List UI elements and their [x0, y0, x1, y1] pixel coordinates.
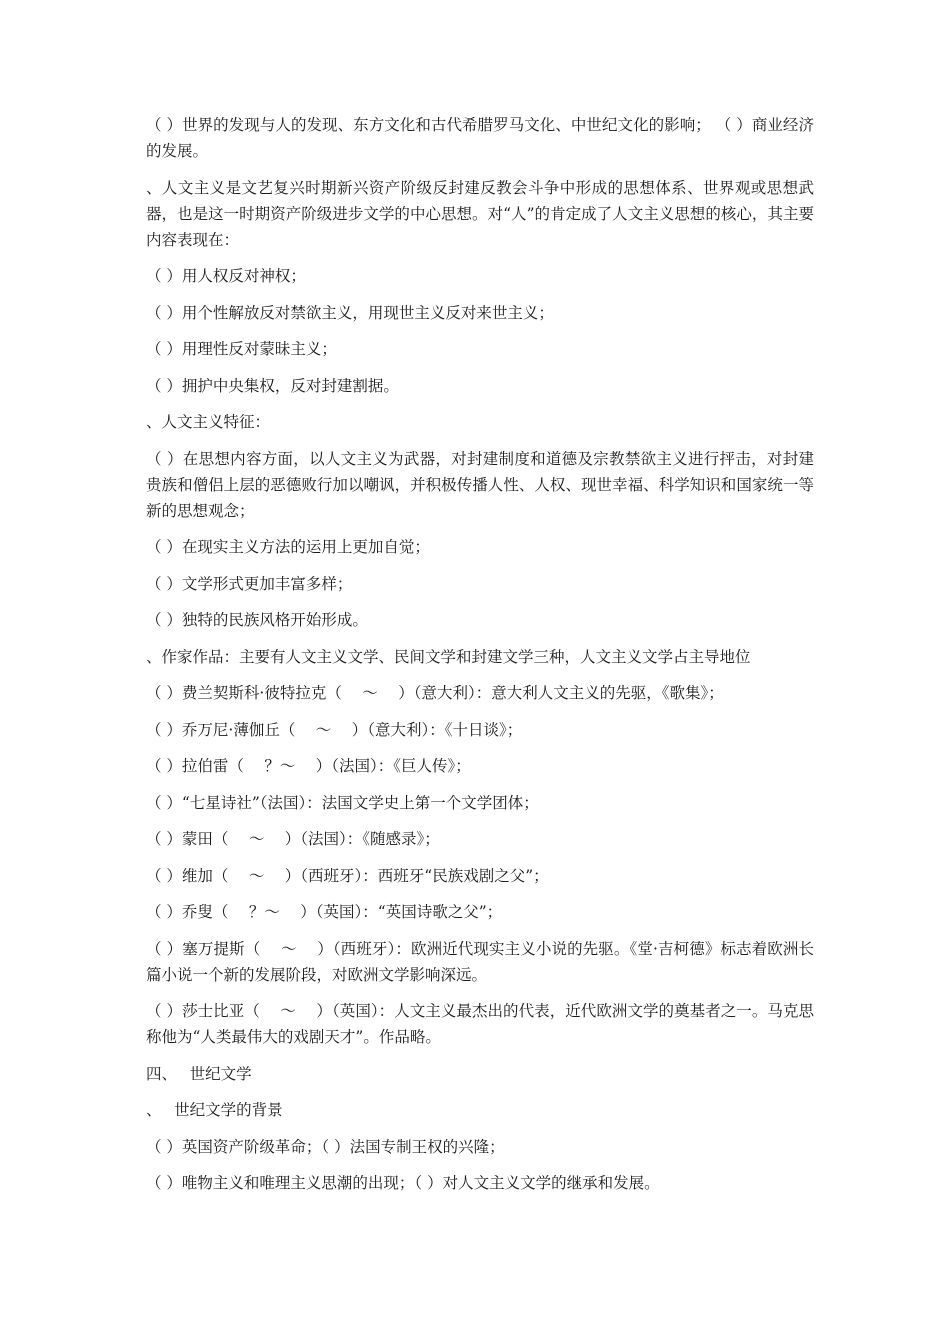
- paragraph-features-heading: 、人文主义特征：: [146, 413, 271, 431]
- paragraph-humanism-point-4: （ ）拥护中央集权，反对封建割据。: [146, 376, 399, 395]
- paragraph-author-montaigne: （ ）蒙田（ ～ ）（法国）：《随感录》；: [146, 830, 440, 848]
- section-heading-four: 四、 世纪文学: [146, 1064, 252, 1083]
- document-body: [146, 112, 814, 1207]
- paragraph-authors-heading: 、作家作品：主要有人文主义文学、民间文学和封建文学三种，人文主义文学占主导地位: [146, 647, 751, 666]
- paragraph-feature-1: （ ）在思想内容方面，以人文主义为武器，对封建制度和道德及宗教禁欲主义进行抨击，对封建贵族和僧侣上层的恶德败行加以嘲讽，并积极传播人性、人权、现世幸福、科学知识和国家统一等新的思想观念；: [146, 449, 814, 520]
- paragraph-author-cervantes: （ ）塞万提斯（ ～ ）（西班牙）：欧洲近代现实主义小说的先驱。《堂·吉柯德》标志着欧洲长篇小说一个新的发展阶段，对欧洲文学影响深远。: [146, 939, 814, 984]
- paragraph-author-vega: （ ）维加（ ～ ）（西班牙）：西班牙“民族戏剧之父”；: [146, 866, 549, 885]
- subsection-heading-background: 、 世纪文学的背景: [146, 1101, 283, 1119]
- paragraph-background-2: （ ）唯物主义和唯理主义思潮的出现；（ ）对人文主义文学的继承和发展。: [146, 1174, 660, 1192]
- paragraph-humanism-definition: 、人文主义是文艺复兴时期新兴资产阶级反封建反教会斗争中形成的思想体系、世界观或思想武器，也是这一时期资产阶级进步文学的中心思想。对“人”的肯定成了人文主义思想的核心，其主要内容表现在：: [146, 178, 814, 249]
- paragraph-feature-4: （ ）独特的民族风格开始形成。: [146, 611, 368, 629]
- paragraph-author-shakespeare: （ ）莎士比亚（ ～ ）（英国）：人文主义最杰出的代表，近代欧洲文学的奠基者之一。马克思称他为“人类最伟大的戏剧天才”。作品略。: [146, 1002, 814, 1046]
- paragraph-background-1: （ ）英国资产阶级革命；（ ）法国专制王权的兴隆；: [146, 1137, 505, 1156]
- paragraph-humanism-point-3: （ ）用理性反对蒙昧主义；: [146, 340, 337, 358]
- paragraph-author-petrarch: （ ）费兰契斯科·彼特拉克（ ～ ）（意大利）：意大利人文主义的先驱，《歌集》；: [146, 684, 724, 702]
- paragraph-feature-3: （ ）文学形式更加丰富多样；: [146, 574, 353, 593]
- paragraph-humanism-point-2: （ ）用个性解放反对禁欲主义，用现世主义反对来世主义；: [146, 303, 554, 322]
- paragraph-feature-2: （ ）在现实主义方法的运用上更加自觉；: [146, 538, 430, 556]
- paragraph-influences: （ ）世界的发现与人的发现、东方文化和古代希腊罗马文化、中世纪文化的影响； （ ）商业经济的发展。: [146, 116, 814, 160]
- paragraph-author-rabelais: （ ）拉伯雷（ ？～ ）（法国）：《巨人传》；: [146, 757, 471, 775]
- paragraph-author-boccaccio: （ ）乔万尼·薄伽丘（ ～ ）（意大利）：《十日谈》；: [146, 720, 523, 739]
- paragraph-author-chaucer: （ ）乔叟（ ？～ ）（英国）：“英国诗歌之父”；: [146, 903, 503, 921]
- paragraph-pleiade: （ ）“七星诗社”（法国）：法国文学史上第一个文学团体；: [146, 793, 539, 812]
- paragraph-humanism-point-1: （ ）用人权反对神权；: [146, 267, 306, 285]
